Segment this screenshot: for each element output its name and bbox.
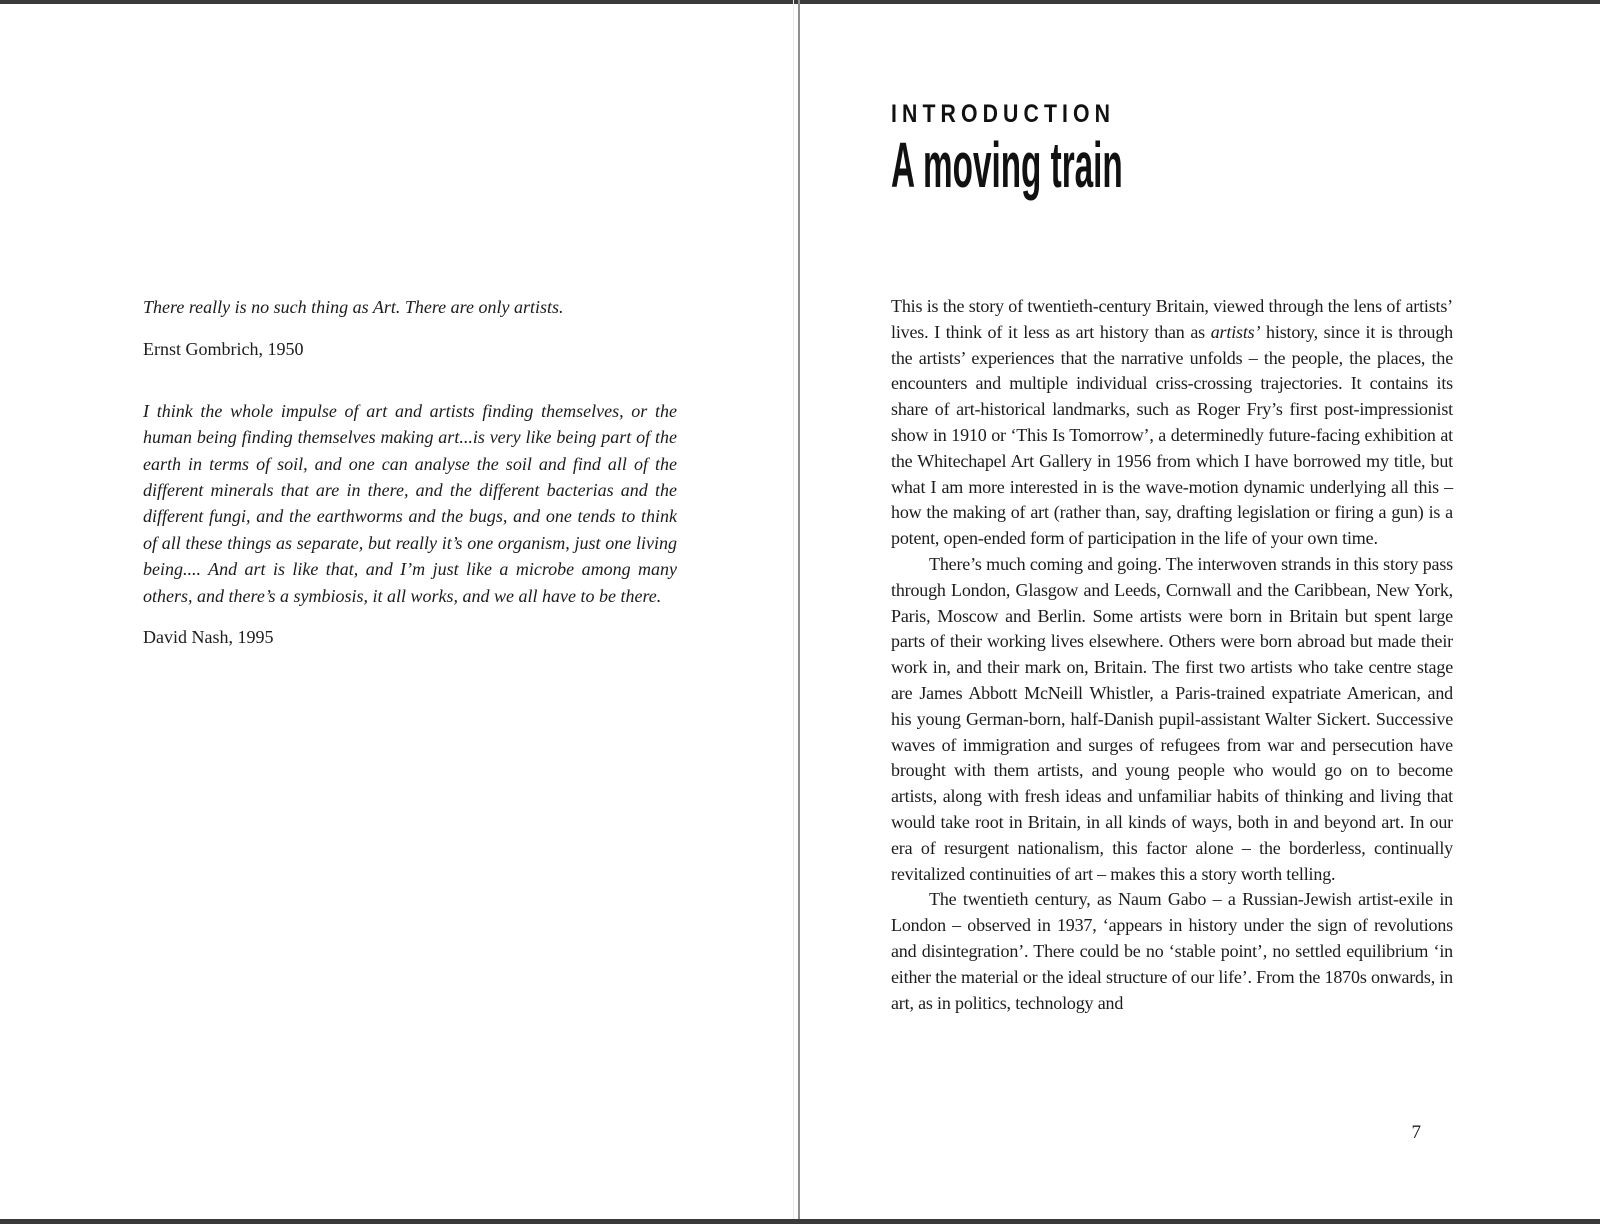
chapter-title-wrap xyxy=(891,129,1337,203)
body-paragraph: There’s much coming and going. The interwoven strands in this story pass through London, Glasgow and Leeds, Cornwall and the Caribbean, New York, Paris, Moscow and Berlin. Some artists were born in Britain but spent large parts of their working lives elsewhere. Others were born abroad but made their work in, and their mark on, Britain. The first two artists who take centre stage are James Abbott McNeill Whistler, a Paris-trained expatriate American, and his young German-born, half-Danish pupil-assistant Walter Sickert. Successive waves of immigration and surges of refugees from war and persecution have brought with them artists, and young people who would go on to become artists, along with fresh ideas and unfamiliar habits of thinking and living that would take root in Britain, in all kinds of ways, both in and beyond art. In our era of resurgent nationalism, this factor alone – the borderless, continually revitalized continuities of art – makes this a story worth telling. xyxy=(891,553,1453,884)
chapter-kicker-wrap xyxy=(891,102,1155,132)
epigraph-attribution-nash: David Nash, 1995 xyxy=(143,627,274,648)
epigraph-block xyxy=(143,294,677,650)
epigraph-text-nash: I think the whole impulse of art and artists finding themselves, or the human being finding themselves making art...is very like being part of the earth in terms of soil, and one can analyse the soil and find all of the different minerals that are in there, and the different bacterias and the different fungi, and the earthworms and the bugs, and one tends to think of all these things as separate, but really it’s one organism, just one living being.... And art is like that, and I’m just like a microbe among many others, and there’s a symbiosis, it all works, and we all have to be there. xyxy=(143,400,677,606)
gutter-shadow xyxy=(793,0,794,1224)
page-number: 7 xyxy=(1411,1122,1421,1143)
body-text-block xyxy=(891,294,1453,1016)
scan-bottom-edge xyxy=(0,1219,1600,1224)
paragraph-segment-italic: artists’ xyxy=(1210,321,1261,342)
paragraph-segment: history, since it is through the artists’ experiences that the narrative unfolds – the people, the places, the encounters and multiple individual criss-crossing trajectories. It contains its share of art-historical landmarks, such as Roger Fry’s first post-impressionist show in 1910 or ‘This Is Tomorrow’, a determinedly future-facing exhibition at the Whitechapel Art Gallery in 1956 from which I have borrowed my title, but what I am more interested in is the wave-motion dynamic underlying all this – how the making of art (rather than, say, drafting legislation or firing a gun) is a potent, open-ended form of participation in the life of your own time. xyxy=(891,321,1453,549)
epigraph-attribution-gombrich: Ernst Gombrich, 1950 xyxy=(143,339,304,360)
epigraph-text-gombrich: There really is no such thing as Art. There are only artists. xyxy=(143,297,564,317)
chapter-title: A moving train xyxy=(891,129,1123,201)
paragraph-segment: This is the story of twentieth-century Britain, viewed through the lens of artists’ lives. I think of it less as art history than as xyxy=(891,296,1453,342)
scan-top-edge xyxy=(0,0,1600,4)
body-paragraph xyxy=(891,294,1453,552)
gutter-line xyxy=(798,0,800,1224)
body-paragraph: The twentieth century, as Naum Gabo – a Russian-Jewish artist-exile in London – observed in 1937, ‘appears in history under the sign of revolutions and disintegration’. There could be no ‘stable point’, no settled equilibrium ‘in either the material or the ideal structure of our life’. From the 1870s onwards, in art, as in politics, technology and xyxy=(891,889,1453,1013)
chapter-kicker: INTRODUCTION xyxy=(891,100,1116,128)
